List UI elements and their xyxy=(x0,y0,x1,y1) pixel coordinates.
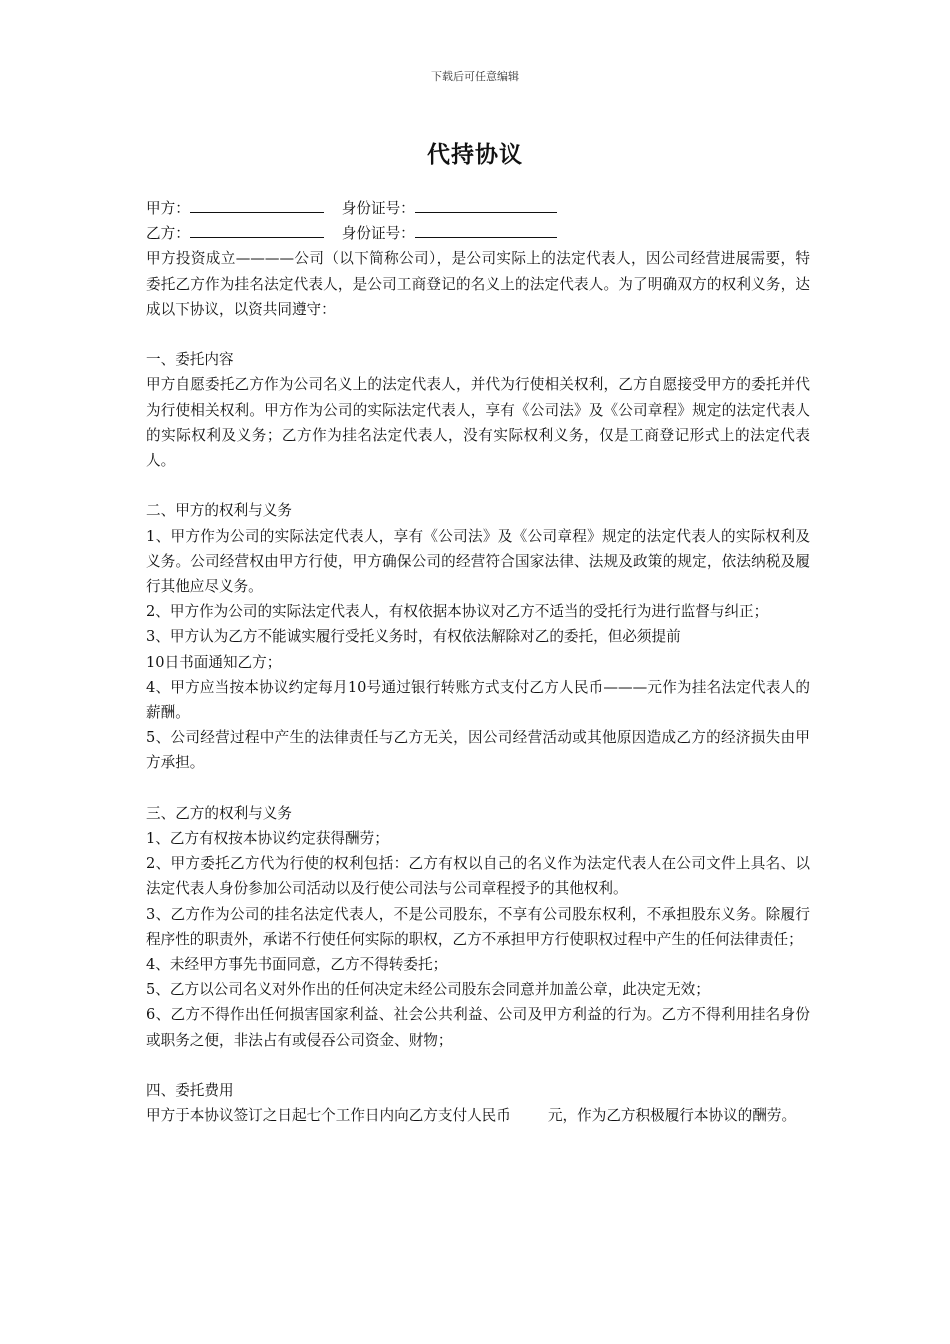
section-heading-2: 二、甲方的权利与义务 xyxy=(146,502,292,520)
section-heading-4: 四、委托费用 xyxy=(146,1082,234,1100)
party-a-line xyxy=(146,196,810,221)
party-b-name-blank xyxy=(190,223,324,238)
section-1-paragraph: 甲方自愿委托乙方作为公司名义上的法定代表人，并代为行使相关权利，乙方自愿接受甲方的委托并代为行使相关权利。甲方作为公司的实际法定代表人，享有《公司法》及《公司章程》规定的法定代表人的实际权利及义务；乙方作为挂名法定代表人，没有实际权利义务，仅是工商登记形式上的法定代表人。 xyxy=(146,376,810,470)
section-2-item-1: 1、甲方作为公司的实际法定代表人，享有《公司法》及《公司章程》规定的法定代表人的实际权利及义务。公司经营权由甲方行使，甲方确保公司的经营符合国家法律、法规及政策的规定，依法纳税及履行其他应尽义务。 xyxy=(146,527,810,596)
party-b-line xyxy=(146,221,810,246)
party-b-label: 乙方： xyxy=(146,225,190,243)
section-4-paragraph: 甲方于本协议签订之日起七个工作日内向乙方支付人民币 元，作为乙方积极履行本协议的酬劳。 xyxy=(146,1107,797,1125)
document-title: 代持协议 xyxy=(427,142,523,168)
section-heading-1: 一、委托内容 xyxy=(146,351,234,369)
section-2-item-2: 2、甲方作为公司的实际法定代表人，有权依据本协议对乙方不适当的受托行为进行监督与纠正； xyxy=(146,603,769,621)
section-3-item-2: 2、甲方委托乙方代为行使的权利包括：乙方有权以自己的名义作为法定代表人在公司文件上具名、以法定代表人身份参加公司活动以及行使公司法与公司章程授予的其他权利。 xyxy=(146,855,810,898)
section-3-item-4: 4、未经甲方事先书面同意，乙方不得转委托； xyxy=(146,956,448,974)
intro-paragraph: 甲方投资成立————公司（以下简称公司），是公司实际上的法定代表人，因公司经营进展需要，特委托乙方作为挂名法定代表人，是公司工商登记的名义上的法定代表人。为了明确双方的权利义务，达成以下协议，以资共同遵守： xyxy=(146,250,810,318)
section-2-item-3-cont: 10日书面通知乙方； xyxy=(146,653,282,671)
section-2-item-4: 4、甲方应当按本协议约定每月10号通过银行转账方式支付乙方人民币———元作为挂名法定代表人的薪酬。 xyxy=(146,678,810,722)
party-b-id-blank xyxy=(415,223,557,238)
section-2-item-3: 3、甲方认为乙方不能诚实履行受托义务时，有权依法解除对乙的委托，但必须提前 xyxy=(146,628,681,646)
party-a-id-blank xyxy=(415,198,557,213)
section-3-item-3: 3、乙方作为公司的挂名法定代表人，不是公司股东，不享有公司股东权利，不承担股东义务。除履行程序性的职责外，承诺不行使任何实际的职权，乙方不承担甲方行使职权过程中产生的任何法律责任； xyxy=(146,905,810,948)
party-a-id-label: 身份证号： xyxy=(341,200,415,217)
section-heading-3: 三、乙方的权利与义务 xyxy=(146,804,292,822)
party-a-label: 甲方： xyxy=(146,200,190,217)
party-b-id-label: 身份证号： xyxy=(341,225,415,243)
section-2-item-5: 5、公司经营过程中产生的法律责任与乙方无关，因公司经营活动或其他原因造成乙方的经济损失由甲方承担。 xyxy=(146,729,810,772)
document-body xyxy=(146,196,810,1128)
party-a-name-blank xyxy=(190,198,324,213)
section-3-item-6: 6、乙方不得作出任何损害国家利益、社会公共利益、公司及甲方利益的行为。乙方不得利用挂名身份或职务之便，非法占有或侵吞公司资金、财物； xyxy=(146,1006,810,1049)
section-3-item-5: 5、乙方以公司名义对外作出的任何决定未经公司股东会同意并加盖公章，此决定无效； xyxy=(146,981,710,999)
header-note: 下载后可任意编辑 xyxy=(431,70,519,83)
section-3-item-1: 1、乙方有权按本协议约定获得酬劳； xyxy=(146,830,389,848)
